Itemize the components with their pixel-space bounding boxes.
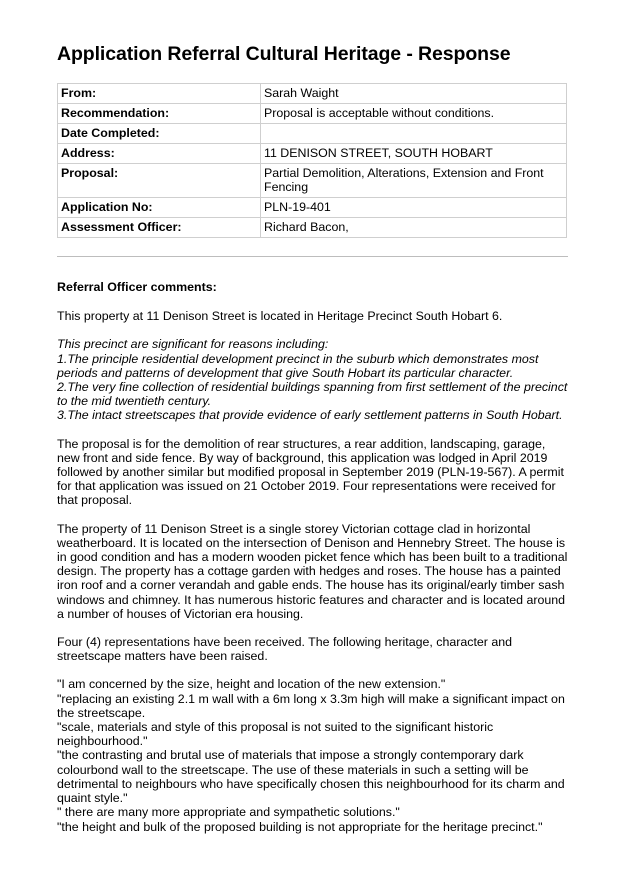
quote-line: " there are many more appropriate and sympathetic solutions." <box>57 805 400 820</box>
quote-line: "the contrasting and brutal use of materials that impose a strongly contemporary dark colourbond wall to the streetscape. The use of these materials in such a setting will be detrimental to neighbours who have specifically chosen this neighbourhood for its charm and quaint style." <box>57 748 565 806</box>
quote-line: "I am concerned by the size, height and location of the new extension." <box>57 677 446 692</box>
field-label-recommendation: Recommendation: <box>58 104 261 124</box>
proposal-paragraph: The proposal is for the demolition of rear structures, a rear addition, landscaping, garage, new front and side fence. By way of background, this application was lodged in April 2019 followed by another similar but modified proposal in September 2019 (PLN-19-567). A permit for that application was issued on 21 October 2019. Four representations were received for that proposal. <box>57 436 564 508</box>
quotes-block <box>57 677 568 833</box>
field-value-proposal: Partial Demolition, Alterations, Extension and Front Fencing <box>261 164 567 198</box>
table-row <box>58 144 567 164</box>
quote-line: "scale, materials and style of this proposal is not suited to the significant historic neighbourhood." <box>57 720 494 749</box>
table-row <box>58 218 567 238</box>
table-row <box>58 198 567 218</box>
section-divider <box>57 256 568 257</box>
representations-intro: Four (4) representations have been received. The following heritage, character and streetscape matters have been raised. <box>57 635 513 664</box>
intro-paragraph: This property at 11 Denison Street is located in Heritage Precinct South Hobart 6. <box>57 309 503 324</box>
field-label-assessment-officer: Assessment Officer: <box>58 218 261 238</box>
field-value-address: 11 DENISON STREET, SOUTH HOBART <box>261 144 567 164</box>
field-label-date-completed: Date Completed: <box>58 124 261 144</box>
table-row <box>58 84 567 104</box>
field-value-application-no: PLN-19-401 <box>261 198 567 218</box>
quote-line: "the height and bulk of the proposed building is not appropriate for the heritage precinct." <box>57 819 543 834</box>
quote-line: "replacing an existing 2.1 m wall with a 6m long x 3.3m high will make a significant impact on the streetscape. <box>57 691 565 720</box>
comments-section <box>57 280 568 848</box>
significance-line: 3.The intact streetscapes that provide evidence of early settlement patterns in South Hobart. <box>57 408 563 423</box>
field-label-from: From: <box>58 84 261 104</box>
field-value-from: Sarah Waight <box>261 84 567 104</box>
field-label-application-no: Application No: <box>58 198 261 218</box>
significance-line: This precinct are significant for reasons including: <box>57 337 329 352</box>
field-value-recommendation: Proposal is acceptable without conditions. <box>261 104 567 124</box>
details-table <box>57 83 567 238</box>
field-value-assessment-officer: Richard Bacon, <box>261 218 567 238</box>
table-row <box>58 104 567 124</box>
field-value-date-completed <box>261 124 567 144</box>
significance-line: 2.The very fine collection of residential buildings spanning from first settlement of the precinct to the mid twentieth century. <box>57 380 568 409</box>
property-paragraph: The property of 11 Denison Street is a single storey Victorian cottage clad in horizontal weatherboard. It is located on the intersection of Denison and Hennebry Street. The house is in good condition and has a modern wooden picket fence which has been built to a traditional design. The property has a cottage garden with hedges and roses. The house has a painted iron roof and a corner verandah and gable ends. The house has its original/early timber sash windows and chimney. It has numerous historic features and character and is located around a number of houses of Victorian era housing. <box>57 521 568 621</box>
page-title: Application Referral Cultural Heritage - Response <box>57 43 511 65</box>
comments-heading: Referral Officer comments: <box>57 280 217 294</box>
field-label-address: Address: <box>58 144 261 164</box>
table-row <box>58 164 567 198</box>
table-row <box>58 124 567 144</box>
significance-block <box>57 337 568 422</box>
field-label-proposal: Proposal: <box>58 164 261 198</box>
significance-line: 1.The principle residential development precinct in the suburb which demonstrates most periods and patterns of development that give South Hobart its particular character. <box>57 351 539 380</box>
